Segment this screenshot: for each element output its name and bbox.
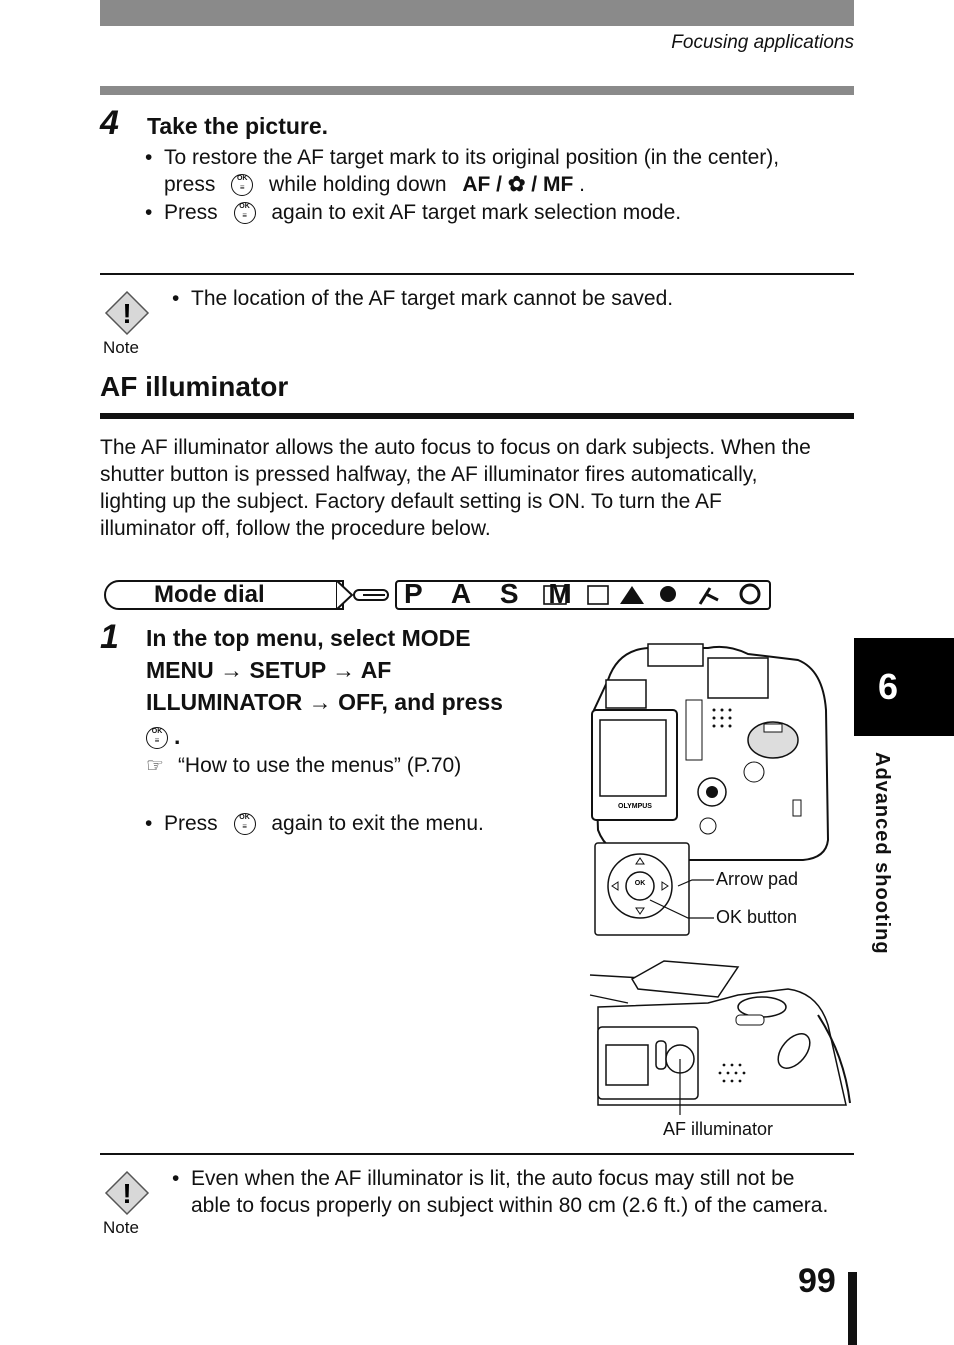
ok-button-icon: OK ≡ — [231, 174, 253, 196]
heading-rule — [100, 413, 854, 419]
page-bar — [848, 1272, 857, 1345]
intro-line: lighting up the subject. Factory default setting is ON. To turn the AF — [100, 490, 722, 513]
arrow-pad-caption: Arrow pad — [716, 869, 799, 889]
mode-dial-label: Mode dial — [154, 581, 265, 608]
note-label: Note — [103, 1218, 139, 1237]
warning-icon — [104, 1170, 150, 1216]
bullet-text — [164, 199, 681, 226]
note-text: able to focus properly on subject within 80 cm (2.6 ft.) of the camera. — [191, 1194, 829, 1217]
bullet-text-part: press — [164, 173, 216, 196]
note-divider — [100, 1153, 854, 1155]
mode-letters: P A S M — [404, 578, 583, 609]
step-number: 4 — [100, 104, 119, 142]
reference-text: “How to use the menus” (P.70) — [177, 754, 462, 777]
bullet-marker: • — [172, 1167, 180, 1190]
step-line — [146, 723, 180, 750]
step-line: ILLUMINATOR → OFF, and press — [146, 689, 503, 715]
bullet-marker: • — [145, 812, 153, 835]
svg-text:!: ! — [122, 298, 132, 329]
bullet-text: To restore the AF target mark to its original position (in the center), — [164, 146, 780, 169]
ok-button-caption: OK button — [716, 907, 798, 927]
bullet-text-part: while holding down — [269, 173, 447, 196]
step-line: MENU → SETUP → AF — [146, 657, 392, 683]
step-title: Take the picture. — [147, 113, 329, 139]
header-divider — [100, 86, 854, 95]
warning-icon — [104, 290, 150, 336]
scene-mode-icons — [540, 582, 770, 608]
arrow-icon — [336, 580, 354, 610]
note-divider — [100, 273, 854, 275]
bullet-marker: • — [145, 201, 153, 224]
af-illuminator-caption: AF illuminator — [663, 1119, 774, 1139]
step-number: 1 — [100, 618, 119, 656]
af-macro-mf-icon: AF / ✿ / MF — [462, 173, 574, 196]
intro-line: shutter button is pressed halfway, the AF illuminator fires automatically, — [100, 463, 758, 486]
step-line-part: . — [174, 723, 181, 749]
ok-button-icon: OK ≡ — [234, 202, 256, 224]
svg-text:OK: OK — [634, 880, 646, 887]
bullet-text-part: again to exit AF target mark selection mode. — [271, 201, 682, 224]
note-text: Even when the AF illuminator is lit, the auto focus may still not be — [191, 1167, 795, 1190]
bullet-text-cont — [164, 171, 585, 198]
note-text: The location of the AF target mark cannot be saved. — [191, 287, 674, 310]
pointing-hand-icon: ☞ — [146, 755, 164, 777]
svg-text:!: ! — [122, 1178, 132, 1209]
header-bar — [100, 0, 854, 26]
callout-lines — [620, 860, 720, 940]
bullet-text-part: again to exit the menu. — [271, 812, 484, 835]
movie-mode-icon — [353, 586, 391, 604]
section-heading: AF illuminator — [100, 371, 289, 402]
reference-line — [146, 752, 461, 780]
brand-label: OLYMPUS — [618, 803, 652, 810]
note-label: Note — [103, 338, 139, 357]
bullet-marker: • — [145, 146, 153, 169]
chapter-tab: 6 — [854, 638, 954, 736]
camera-front-illustration — [588, 955, 854, 1115]
step-line: In the top menu, select MODE — [146, 625, 471, 651]
bullet-text-part: Press — [164, 201, 218, 224]
bullet-marker: • — [172, 287, 180, 310]
bullet-text-part: Press — [164, 812, 218, 835]
ok-button-icon: OK ≡ — [234, 813, 256, 835]
bullet-text — [164, 810, 484, 837]
bullet-text-part: . — [579, 173, 585, 196]
page-number: 99 — [798, 1262, 836, 1300]
camera-back-illustration — [588, 640, 838, 862]
chapter-title: Advanced shooting — [871, 752, 893, 955]
section-title: Focusing applications — [671, 32, 854, 53]
intro-line: The AF illuminator allows the auto focus to focus on dark subjects. When the — [100, 436, 811, 459]
ok-button-icon: OK ≡ — [146, 727, 168, 749]
intro-line: illuminator off, follow the procedure below. — [100, 517, 491, 540]
